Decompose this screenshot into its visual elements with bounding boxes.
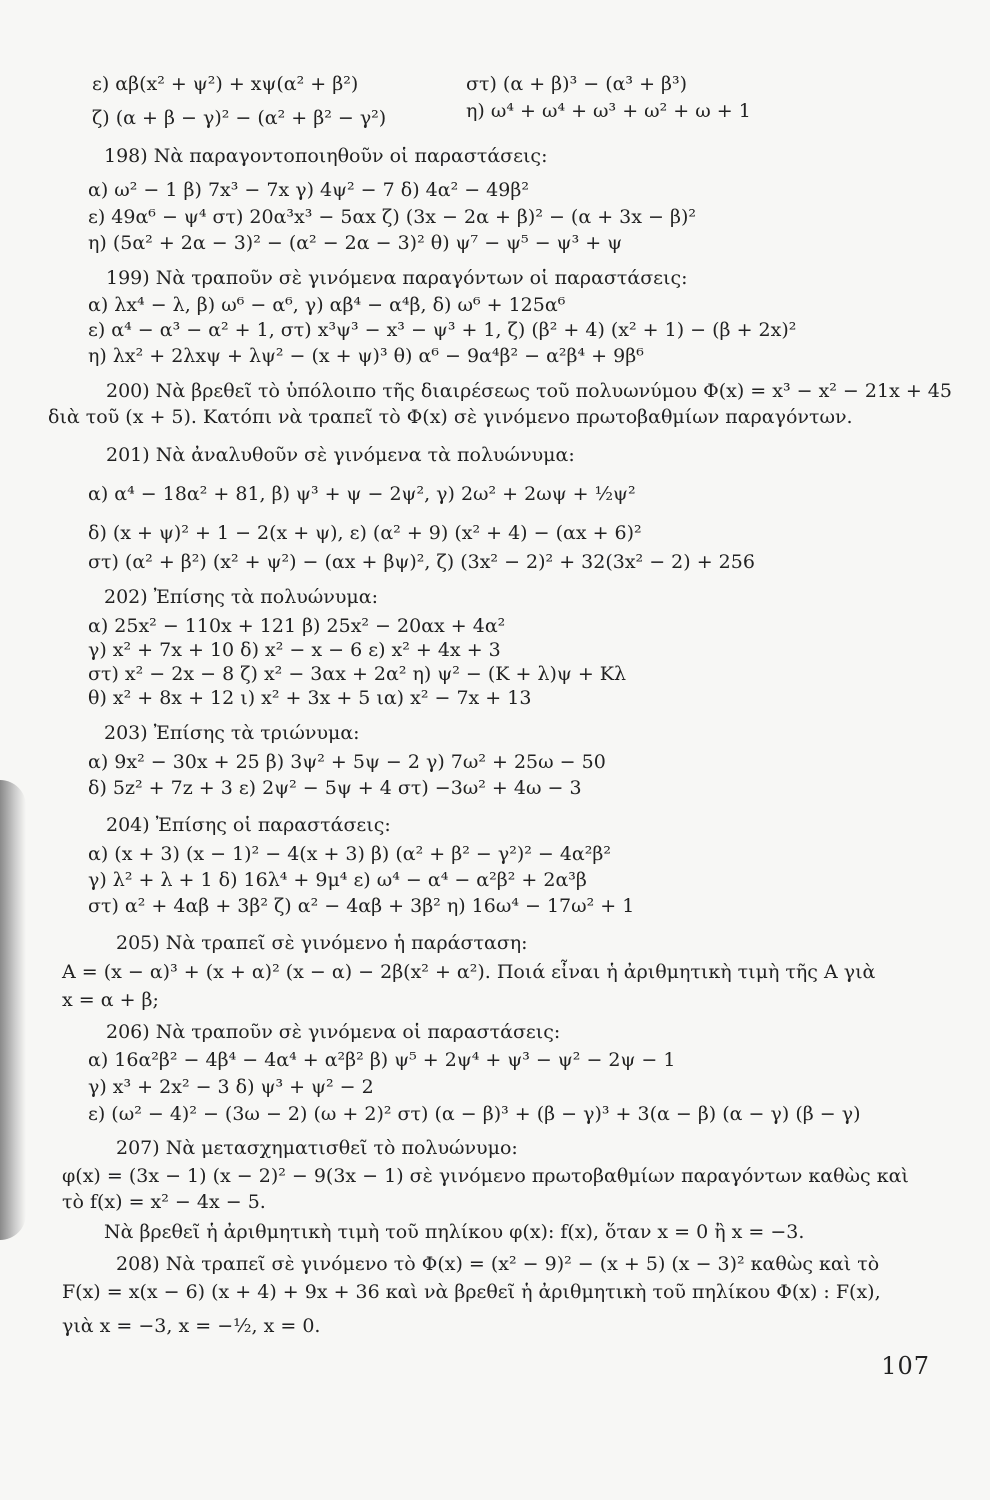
exercise-heading: 201) Νὰ ἀναλυθοῦν σὲ γινόμενα τὰ πολυώνυμα: xyxy=(106,444,575,466)
line: ε) αβ(x² + ψ²) + xψ(α² + β²) xyxy=(92,73,359,95)
line: α) 25x² − 110x + 121 β) 25x² − 20αx + 4α² xyxy=(88,615,506,637)
line: στ) (α + β)³ − (α³ + β³) xyxy=(466,73,688,95)
line: x = α + β; xyxy=(62,989,159,1011)
line: τὸ f(x) = x² − 4x − 5. xyxy=(62,1191,266,1213)
line: α) 9x² − 30x + 25 β) 3ψ² + 5ψ − 2 γ) 7ω² + 25ω − 50 xyxy=(88,751,606,773)
page-number: 107 xyxy=(881,1352,930,1380)
line: Νὰ βρεθεῖ ἡ ἀριθμητικὴ τιμὴ τοῦ πηλίκου φ(x): f(x), ὅταν x = 0 ἢ x = −3. xyxy=(104,1221,805,1243)
line: γ) x³ + 2x² − 3 δ) ψ³ + ψ² − 2 xyxy=(88,1076,374,1098)
line: στ) x² − 2x − 8 ζ) x² − 3αx + 2α² η) ψ² − (Κ + λ)ψ + Κλ xyxy=(88,663,627,685)
line: ε) α⁴ − α³ − α² + 1, στ) x³ψ³ − x³ − ψ³ + 1, ζ) (β² + 4) (x² + 1) − (β + 2x)² xyxy=(88,319,797,341)
line: η) (5α² + 2α − 3)² − (α² − 2α − 3)² θ) ψ⁷ − ψ⁵ − ψ³ + ψ xyxy=(88,232,623,254)
exercise-heading: 206) Νὰ τραποῦν σὲ γινόμενα οἱ παραστάσεις: xyxy=(106,1021,561,1043)
line: δ) 5z² + 7z + 3 ε) 2ψ² − 5ψ + 4 στ) −3ω² + 4ω − 3 xyxy=(88,777,582,799)
exercise-heading: 208) Νὰ τραπεῖ σὲ γινόμενο τὸ Φ(x) = (x² − 9)² − (x + 5) (x − 3)² καθὼς καὶ τὸ xyxy=(116,1253,880,1275)
exercise-heading: 199) Νὰ τραποῦν σὲ γινόμενα παραγόντων οἱ παραστάσεις: xyxy=(106,267,688,289)
exercise-heading: 198) Νὰ παραγοντοποιηθοῦν οἱ παραστάσεις: xyxy=(104,145,548,167)
line: ε) 49α⁶ − ψ⁴ στ) 20α³x³ − 5αx ζ) (3x − 2α + β)² − (α + 3x − β)² xyxy=(88,206,696,228)
line: ζ) (α + β − γ)² − (α² + β² − γ²) xyxy=(92,107,387,129)
line: στ) (α² + β²) (x² + ψ²) − (αx + βψ)², ζ) (3x² − 2)² + 32(3x² − 2) + 256 xyxy=(88,551,755,573)
line: ε) (ω² − 4)² − (3ω − 2) (ω + 2)² στ) (α − β)³ + (β − γ)³ + 3(α − β) (α − γ) (β − γ) xyxy=(88,1103,861,1125)
line: α) α⁴ − 18α² + 81, β) ψ³ + ψ − 2ψ², γ) 2ω² + 2ωψ + ½ψ² xyxy=(88,483,636,505)
line: α) λx⁴ − λ, β) ω⁶ − α⁶, γ) αβ⁴ − α⁴β, δ) ω⁶ + 125α⁶ xyxy=(88,294,566,316)
exercise-heading: 204) Ἐπίσης οἱ παραστάσεις: xyxy=(106,814,391,836)
line: γ) x² + 7x + 10 δ) x² − x − 6 ε) x² + 4x + 3 xyxy=(88,639,501,661)
line: δ) (x + ψ)² + 1 − 2(x + ψ), ε) (α² + 9) (x² + 4) − (αx + 6)² xyxy=(88,522,642,544)
line: γιὰ x = −3, x = −½, x = 0. xyxy=(62,1315,321,1337)
line: διὰ τοῦ (x + 5). Κατόπι νὰ τραπεῖ τὸ Φ(x) σὲ γινόμενο πρωτοβαθμίων παραγόντων. xyxy=(48,406,853,428)
line: στ) α² + 4αβ + 3β² ζ) α² − 4αβ + 3β² η) 16ω⁴ − 17ω² + 1 xyxy=(88,895,635,917)
exercise-heading: 207) Νὰ μετασχηματισθεῖ τὸ πολυώνυμο: xyxy=(116,1137,518,1159)
line: α) 16α²β² − 4β⁴ − 4α⁴ + α²β² β) ψ⁵ + 2ψ⁴ + ψ³ − ψ² − 2ψ − 1 xyxy=(88,1049,676,1071)
line: α) (x + 3) (x − 1)² − 4(x + 3) β) (α² + β² − γ²)² − 4α²β² xyxy=(88,843,611,865)
line: φ(x) = (3x − 1) (x − 2)² − 9(3x − 1) σὲ γινόμενο πρωτοβαθμίων παραγόντων καθὼς καὶ xyxy=(62,1165,909,1187)
exercise-heading: 203) Ἐπίσης τὰ τριώνυμα: xyxy=(104,722,360,744)
line: Α = (x − α)³ + (x + α)² (x − α) − 2β(x² + α²). Ποιά εἶναι ἡ ἀριθμητικὴ τιμὴ τῆς Α γιὰ xyxy=(62,961,876,983)
line: γ) λ² + λ + 1 δ) 16λ⁴ + 9μ⁴ ε) ω⁴ − α⁴ − α²β² + 2α³β xyxy=(88,869,587,891)
exercise-heading: 200) Νὰ βρεθεῖ τὸ ὑπόλοιπο τῆς διαιρέσεως τοῦ πολυωνύμου Φ(x) = x³ − x² − 21x + 45 xyxy=(106,380,952,402)
exercise-heading: 205) Νὰ τραπεῖ σὲ γινόμενο ἡ παράσταση: xyxy=(116,932,528,954)
line: θ) x² + 8x + 12 ι) x² + 3x + 5 ια) x² − 7x + 13 xyxy=(88,687,532,709)
line: α) ω² − 1 β) 7x³ − 7x γ) 4ψ² − 7 δ) 4α² − 49β² xyxy=(88,179,529,201)
line: η) ω⁴ + ω⁴ + ω³ + ω² + ω + 1 xyxy=(466,100,751,122)
line: η) λx² + 2λxψ + λψ² − (x + ψ)³ θ) α⁶ − 9α⁴β² − α²β⁴ + 9β⁶ xyxy=(88,345,644,367)
line: F(x) = x(x − 6) (x + 4) + 9x + 36 καὶ νὰ βρεθεῖ ἡ ἀριθμητικὴ τοῦ πηλίκου Φ(x) : F(x), xyxy=(62,1281,881,1303)
exercise-heading: 202) Ἐπίσης τὰ πολυώνυμα: xyxy=(104,586,378,608)
